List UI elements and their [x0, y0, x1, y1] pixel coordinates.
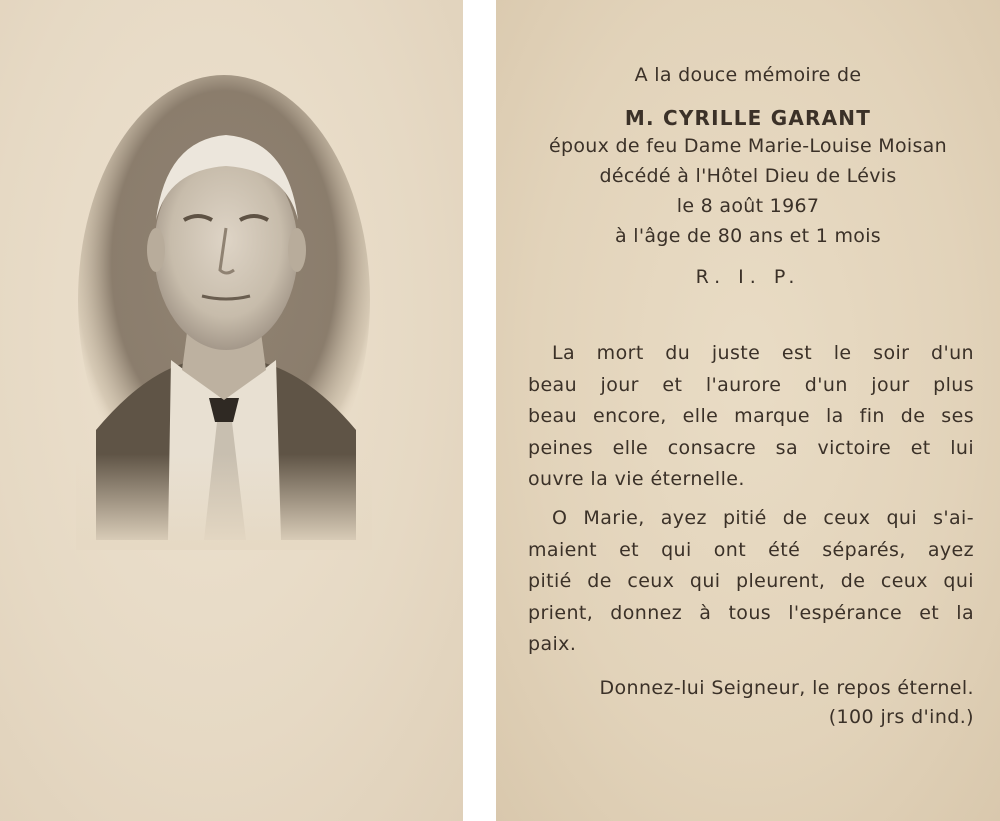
- paragraph-line: ouvre la vie éternelle.: [528, 468, 745, 490]
- deceased-name: M. CYRILLE GARANT: [624, 106, 872, 130]
- paragraph-line: La mort du juste est le soir d'un: [552, 342, 974, 364]
- paragraph-line: prient, donnez à tous l'espérance et la: [528, 601, 974, 624]
- paragraph-line: O Marie, ayez pitié de ceux qui s'ai-: [552, 507, 974, 529]
- spouse-line: époux de feu Dame Marie-Louise Moisan: [549, 135, 947, 157]
- paragraph-line: beau encore, elle marque la fin de ses: [528, 405, 974, 427]
- indulgence-line: (100 jrs d'ind.): [828, 706, 974, 728]
- death-place-line: décédé à l'Hôtel Dieu de Lévis: [599, 165, 897, 187]
- death-date-line: le 8 août 1967: [676, 195, 820, 217]
- age-line: à l'âge de 80 ans et 1 mois: [615, 225, 881, 247]
- paragraph-line: pitié de ceux qui pleurent, de ceux qui: [528, 570, 974, 592]
- memorial-card-photo-side: [0, 0, 463, 821]
- paragraph-line: peines elle consacre sa victoire et lui: [528, 436, 974, 459]
- memorial-card-text-side: [496, 0, 1000, 821]
- prayer-line: Donnez-lui Seigneur, le repos éternel.: [599, 677, 974, 699]
- memorial-heading: A la douce mémoire de: [634, 64, 862, 86]
- paragraph-death-of-the-just: [528, 338, 974, 496]
- paragraph-prayer-to-mary: [528, 503, 974, 661]
- portrait-photo: [76, 70, 372, 550]
- paragraph-line: paix.: [528, 633, 577, 655]
- rip-line: R. I. P.: [695, 266, 801, 288]
- paragraph-line: beau jour et l'aurore d'un jour plus: [528, 373, 974, 396]
- paragraph-line: maient et qui ont été séparés, ayez: [528, 538, 974, 561]
- portrait-illustration: [76, 70, 372, 550]
